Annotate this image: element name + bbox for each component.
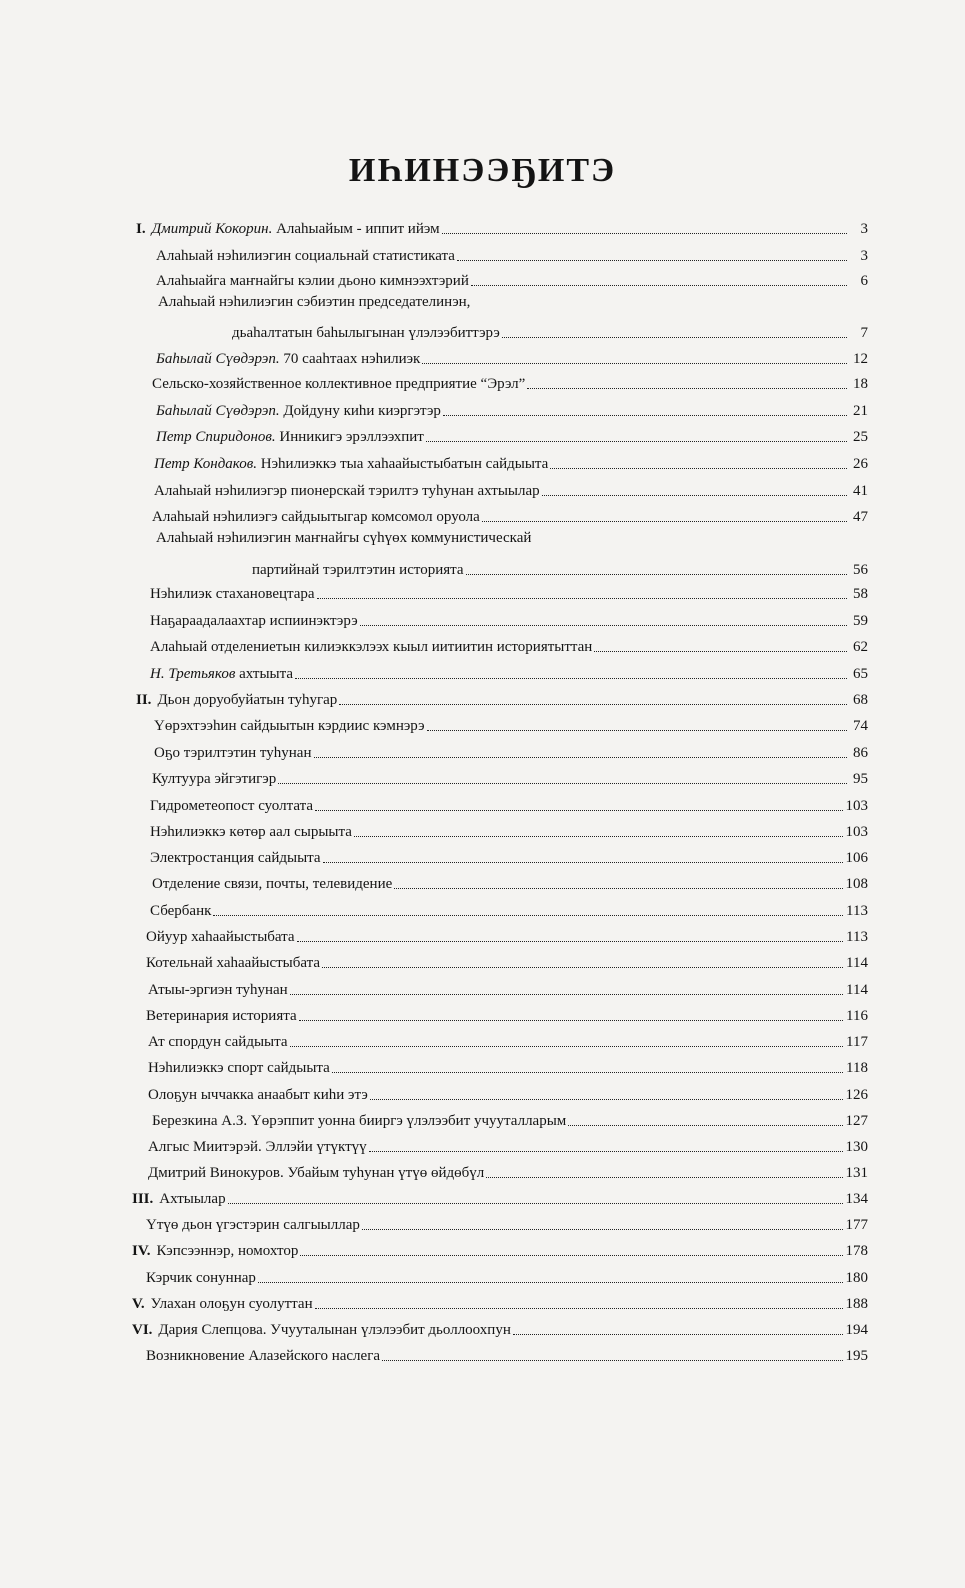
toc-section-number: II. [136,692,152,708]
toc-entry[interactable] [148,977,868,999]
toc-page-number: 113 [846,903,868,919]
dot-leader [370,1099,843,1100]
toc-entry[interactable] [148,1029,868,1051]
dot-leader [422,363,847,364]
dot-leader [278,783,847,784]
toc-entry[interactable] [154,451,868,473]
toc-title: Нэһилиэккэ тыа хаһаайыстыбатын сайдыыта [257,456,549,472]
dot-leader [394,888,842,889]
toc-entry[interactable] [152,504,868,526]
toc-title: Сбербанк [150,903,212,919]
toc-page-number: 114 [846,982,868,998]
toc-entry[interactable] [152,1108,868,1130]
page-title: ИҺИНЭЭҔИТЭ [348,152,617,189]
toc-page-number: 180 [845,1270,868,1286]
toc-title: Наҕараадалаахтар испиинэктэрэ [150,613,358,629]
dot-leader [299,1020,843,1021]
toc-section-number: IV. [132,1243,151,1259]
dot-leader [295,678,847,679]
toc-title: 70 сааһтаах нэһилиэк [279,351,421,367]
toc-title: Кэпсээннэр, номохтор [156,1243,299,1259]
toc-page-number: 126 [845,1087,868,1103]
dot-leader [228,1203,843,1204]
toc-page-number: 7 [860,325,868,341]
toc-page-number: 114 [846,955,868,971]
toc-title: Улахан олоҕун суолуттан [150,1296,313,1312]
toc-title: Дария Слепцова. Учууталынан үлэлээбит дьоллоохпун [158,1322,511,1338]
toc-title: Инникигэ эрэллээхпит [275,429,424,445]
toc-entry[interactable] [148,1082,868,1104]
dot-leader [486,1177,842,1178]
toc-page-number: 134 [845,1191,868,1207]
dot-leader [315,1308,843,1309]
dot-leader [323,862,843,863]
toc-author: Баһылай Сүөдэрэп. [156,403,280,419]
toc-entry[interactable] [232,320,868,342]
toc-page-number: 118 [846,1060,868,1076]
toc-page-number: 12 [853,351,868,367]
dot-leader [362,1229,843,1230]
toc-author: Баһылай Сүөдэрэп. [156,351,280,367]
toc-title: Алаһыай нэһилиэгэр пионерскай тэрилтэ туһунан ахтыылар [154,483,540,499]
toc-page-number: 18 [853,376,868,392]
toc-entry[interactable] [156,243,868,265]
dot-leader [314,757,848,758]
dot-leader [443,415,847,416]
dot-leader [369,1151,843,1152]
toc-title: Үтүө дьон үгэстэрин салгыыллар [146,1217,360,1233]
toc-title: Алаһыай отделениетын килиэккэлээх кыыл иитиитин историятыттан [150,639,593,655]
toc-entry[interactable] [150,581,868,603]
toc-section-number: III. [132,1191,154,1207]
toc-page-number: 62 [853,639,868,655]
toc-entry[interactable] [148,1134,868,1156]
dot-leader [300,1255,842,1256]
toc-title: Ойуур хаһаайыстыбата [146,929,295,945]
toc-page-number: 131 [845,1165,868,1181]
toc-entry[interactable] [136,216,868,238]
toc-page-number: 26 [853,456,868,472]
dot-leader [442,233,847,234]
toc-entry[interactable] [154,740,868,762]
dot-leader [297,941,843,942]
toc-author: Дмитрий Кокорин. [151,221,273,237]
toc-page-number: 47 [853,509,868,525]
toc-entry[interactable] [156,268,868,290]
dot-leader [502,337,847,338]
toc-page-number: 56 [853,562,868,578]
toc-title: Алаһыай нэһилиэгин социальнай статистиката [156,248,455,264]
toc-entry[interactable] [150,608,868,630]
toc-page-number: 41 [853,483,868,499]
toc-section-number: V. [132,1296,145,1312]
toc-title: партийнай тэрилтэтин историята [252,562,464,578]
toc-entry[interactable] [150,845,868,867]
toc-title: Кэрчик сонуннар [146,1270,256,1286]
toc-title: Отделение связи, почты, телевидение [152,876,393,892]
toc-page-number: 117 [846,1034,868,1050]
toc-title: ахтыыта [235,666,294,682]
toc-page-number: 108 [845,876,868,892]
toc-title: Электростанция сайдыыта [150,850,321,866]
toc-page-number: 86 [853,745,868,761]
toc-page-number: 3 [860,221,868,237]
toc-title: Култуура эйгэтигэр [152,771,277,787]
toc-page-number: 178 [845,1243,868,1259]
toc-page-number: 74 [853,718,868,734]
toc-title: Дмитрий Винокуров. Убайым туһунан үтүө өйдөбүл [148,1165,485,1181]
dot-leader [317,598,847,599]
toc-page-number: 68 [853,692,868,708]
dot-leader [482,521,847,522]
toc-entry[interactable] [132,1186,868,1208]
dot-leader [360,625,847,626]
toc-entry[interactable] [132,1291,868,1313]
toc-page-number: 188 [845,1296,868,1312]
toc-entry[interactable] [150,819,868,841]
toc-page-number: 21 [853,403,868,419]
toc-title: Дьон доруобуйатын туһугар [157,692,338,708]
toc-page-number: 106 [845,850,868,866]
dot-leader [568,1125,842,1126]
dot-leader [322,967,843,968]
toc-title: Үөрэхтээһин сайдыытын кэрдиис кэмнэрэ [154,718,425,734]
toc-entry[interactable] [148,1160,868,1182]
toc-entry[interactable] [154,713,868,735]
toc-entry[interactable] [146,1003,868,1025]
toc-author: Петр Спиридонов. [156,429,276,445]
dot-leader [290,994,843,995]
dot-leader [315,810,843,811]
toc-author: Петр Кондаков. [154,456,258,472]
toc-title: Алгыс Миитэрэй. Эллэйи үтүктүү [148,1139,367,1155]
dot-leader [471,285,847,286]
toc-entry[interactable] [146,1343,868,1365]
toc-title: Нэһилиэккэ спорт сайдыыта [148,1060,330,1076]
toc-entry[interactable] [156,398,868,420]
toc-page-number: 95 [853,771,868,787]
toc-entry[interactable] [156,346,868,368]
toc-entry[interactable] [146,950,868,972]
dot-leader [550,468,847,469]
dot-leader [332,1072,843,1073]
toc-title: Ахтыылар [159,1191,226,1207]
dot-leader [382,1360,842,1361]
toc-title: Дойдуну киһи киэргэтэр [279,403,441,419]
toc-section-number: I. [136,221,146,237]
toc-title: Олоҕун ыччакка анаабыт киһи этэ [148,1087,368,1103]
toc-title: дьаһалтатын баһылыгынан үлэлээбиттэрэ [232,325,500,341]
dot-leader [457,260,847,261]
toc-entry[interactable] [252,557,868,579]
toc-entry[interactable] [146,1265,868,1287]
toc-entry[interactable] [152,766,868,788]
toc-title: Ветеринария историята [146,1008,297,1024]
toc-entry[interactable] [150,898,868,920]
dot-leader [339,704,847,705]
toc-title: Березкина А.З. Үөрэппит уонна бииргэ үлэлээбит учууталларым [152,1113,567,1129]
toc-title: Алаһыайым - иппит ийэм [272,221,440,237]
toc-page-number: 103 [845,798,868,814]
toc-entry[interactable] [152,371,868,393]
toc-title: Нэһилиэккэ көтөр аал сырыыта [150,824,352,840]
toc-entry-line: Алаһыай нэһилиэгин маҥнайгы сүһүөх коммунистическай [156,530,532,546]
toc-entry-line: Алаһыай нэһилиэгин сэбиэтин председателинэн, [158,294,471,310]
toc-author: Н. Третьяков [150,666,236,682]
toc-page-number: 177 [845,1217,868,1233]
toc-title: Алаһыай нэһилиэгэ сайдыытыгар комсомол оруола [152,509,480,525]
dot-leader [213,915,843,916]
toc-entry[interactable] [156,424,868,446]
toc-entry[interactable] [146,924,868,946]
toc-page-number: 116 [846,1008,868,1024]
dot-leader [258,1282,843,1283]
toc-title: Нэһилиэк стахановецтара [150,586,315,602]
toc-title: Сельско-хозяйственное коллективное предприятие “Эрэл” [152,376,526,392]
toc-page-number: 58 [853,586,868,602]
dot-leader [466,574,847,575]
dot-leader [527,388,847,389]
toc-page-number: 113 [846,929,868,945]
toc-page-number: 127 [845,1113,868,1129]
toc-page-number: 6 [860,273,868,289]
toc-entry[interactable] [150,634,868,656]
toc-page-number: 25 [853,429,868,445]
dot-leader [513,1334,843,1335]
toc-entry[interactable] [146,1212,868,1234]
toc-title: Атыы-эргиэн туһунан [148,982,288,998]
toc-entry[interactable] [150,793,868,815]
toc-title: Алаһыайга маҥнайгы кэлии дьоно кимнээхтэрий [156,273,469,289]
toc-section-number: VI. [132,1322,153,1338]
toc-entry[interactable] [136,687,868,709]
toc-entry[interactable] [154,478,868,500]
toc-page-number: 195 [845,1348,868,1364]
toc-entry[interactable] [132,1238,868,1260]
toc-entry[interactable] [152,871,868,893]
toc-title: Оҕо тэрилтэтин туһунан [154,745,312,761]
toc-page-number: 3 [860,248,868,264]
toc-entry[interactable] [150,661,868,683]
toc-title: Возникновение Алазейского наслега [146,1348,381,1364]
dot-leader [426,441,847,442]
toc-page-number: 59 [853,613,868,629]
toc-entry[interactable] [148,1055,868,1077]
toc-title: Ат спордун сайдыыта [148,1034,288,1050]
toc-page-number: 103 [845,824,868,840]
dot-leader [594,651,847,652]
dot-leader [427,730,847,731]
toc-page-number: 130 [845,1139,868,1155]
dot-leader [354,836,843,837]
toc-entry[interactable] [132,1317,868,1339]
dot-leader [542,495,847,496]
dot-leader [290,1046,844,1047]
toc-title: Котельнай хаһаайыстыбата [146,955,321,971]
toc-title: Гидрометеопост суолтата [150,798,313,814]
toc-page-number: 194 [845,1322,868,1338]
toc-page-number: 65 [853,666,868,682]
